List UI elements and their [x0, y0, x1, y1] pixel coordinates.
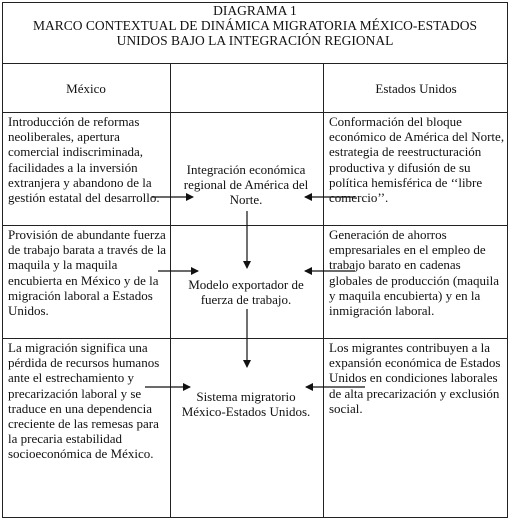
row3-eu-text: Los migrantes contribuyen a la expansión económica de Estados Unidos en condiciones laborales de alta precarización y exclusión social. — [329, 340, 501, 416]
row3-mexico-text: La migración significa una pérdida de recursos humanos ante el estrechamiento y precarización laboral y se traduce en una dependencia creciente de las remesas para la precaria estabilidad socioeconómica de México. — [8, 340, 160, 462]
row1-eu-text: Conformación del bloque económico de América del Norte, estrategia de reestructuración productiva y difusión de su política hemisférica de ‘‘libre comercio’’. — [329, 114, 505, 206]
node-integracion-economica: Integración económica regional de América del Norte. — [183, 162, 309, 207]
row2-mexico-text: Provisión de abundante fuerza de trabajo barata a través de la maquila y la maquila encubierta en México y de la migración laboral a Estados Unidos. — [8, 227, 167, 319]
row1-mexico-text: Introducción de reformas neoliberales, apertura comercial indiscriminada, facilidades a la inversión extranjera y abandono de la gestión estatal del desarrollo. — [8, 114, 160, 206]
title-line-2: MARCO CONTEXTUAL DE DINÁMICA MIGRATORIA MÉXICO-ESTADOS — [32, 18, 478, 33]
row2-eu-text: Generación de ahorros empresariales en el empleo de trabajo barato en cadenas globales de producción (maquila y maquila encubierta) y en la inmigración laboral. — [329, 227, 500, 319]
node-sistema-migratorio: Sistema migratorio México-Estados Unidos. — [181, 389, 311, 419]
header-estados-unidos: Estados Unidos — [375, 81, 457, 96]
title-line-3: UNIDOS BAJO LA INTEGRACIÓN REGIONAL — [116, 33, 394, 48]
header-mexico: México — [66, 81, 106, 96]
title-line-1: DIAGRAMA 1 — [213, 3, 297, 18]
node-modelo-exportador: Modelo exportador de fuerza de trabajo. — [188, 277, 304, 307]
